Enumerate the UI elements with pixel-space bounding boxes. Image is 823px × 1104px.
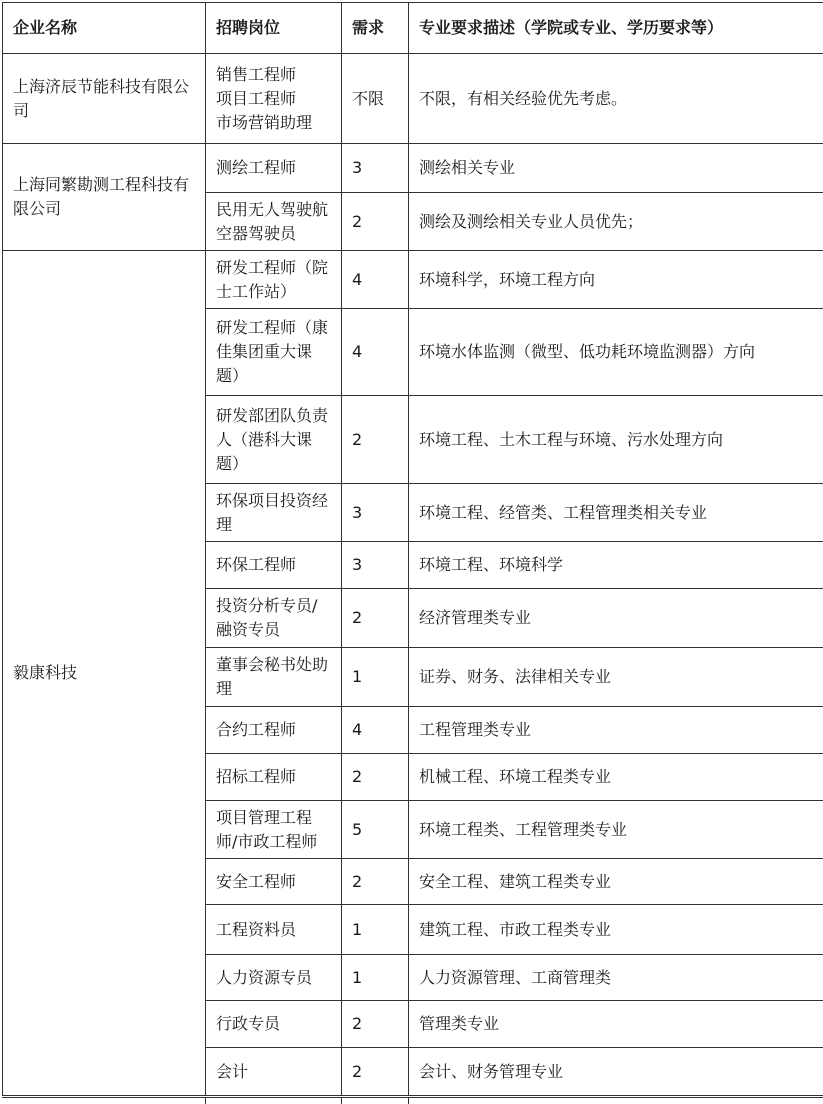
table-row: [3, 54, 823, 144]
demand-cell: 1: [342, 955, 409, 1001]
demand-cell: 4: [342, 251, 409, 309]
requirement-cell: 测绘及测绘相关专业人员优先；: [409, 193, 823, 251]
requirement-cell: 环境水体监测（微型、低功耗环境监测器）方向: [409, 309, 823, 396]
demand-cell: 2: [342, 859, 409, 905]
position-cell: 民用无人驾驶航空器驾驶员: [206, 193, 342, 251]
requirement-cell: 环境工程、环境科学: [409, 542, 823, 589]
position-cell: 会计: [206, 1048, 342, 1096]
demand-cell: 不限: [342, 54, 409, 144]
header-company: 企业名称: [3, 3, 206, 54]
position-cell: 研发部团队负责人（港科大课题）: [206, 396, 342, 484]
requirement-cell: 不限，有相关经验优先考虑。: [409, 54, 823, 144]
position-cell: 项目管理工程师/市政工程师: [206, 801, 342, 859]
demand-cell: 3: [342, 144, 409, 193]
table-row: [3, 144, 823, 193]
demand-cell: 3: [342, 542, 409, 589]
header-demand: 需求: [342, 3, 409, 54]
company-name-cell: 上海同繁勘测工程科技有限公司: [3, 144, 206, 251]
requirement-cell: 安全工程、建筑工程类专业: [409, 859, 823, 905]
position-cell: 研发工程师（康佳集团重大课题）: [206, 309, 342, 396]
requirement-cell: 人力资源管理、工商管理类: [409, 955, 823, 1001]
position-cell: 投资分析专员/融资专员: [206, 589, 342, 648]
position-cell: 环保项目投资经理: [206, 484, 342, 542]
demand-cell: 2: [342, 1048, 409, 1096]
position-cell: 安全工程师: [206, 859, 342, 905]
demand-cell: 2: [342, 1001, 409, 1048]
demand-cell: 5: [342, 801, 409, 859]
table-row: [3, 251, 823, 309]
position-cell: 合约工程师: [206, 707, 342, 754]
requirement-cell: 测绘相关专业: [409, 144, 823, 193]
position-cell: 环保工程师: [206, 542, 342, 589]
requirement-cell: 管理类专业: [409, 1001, 823, 1048]
recruitment-table: [2, 2, 823, 1096]
position-cell: 研发工程师（院士工作站）: [206, 251, 342, 309]
header-row: [3, 3, 823, 54]
requirement-cell: 环境工程、土木工程与环境、污水处理方向: [409, 396, 823, 484]
requirement-cell: 机械工程、环境工程类专业: [409, 754, 823, 801]
position-cell: 人力资源专员: [206, 955, 342, 1001]
demand-cell: 3: [342, 484, 409, 542]
position-cell: 工程资料员: [206, 905, 342, 955]
position-cell: 行政专员: [206, 1001, 342, 1048]
demand-cell: 1: [342, 648, 409, 707]
position-cell: 招标工程师: [206, 754, 342, 801]
demand-cell: 1: [342, 905, 409, 955]
position-cell: 董事会秘书处助理: [206, 648, 342, 707]
requirement-cell: 建筑工程、市政工程类专业: [409, 905, 823, 955]
demand-cell: 4: [342, 309, 409, 396]
demand-cell: 2: [342, 396, 409, 484]
requirement-cell: 证券、财务、法律相关专业: [409, 648, 823, 707]
requirement-cell: 工程管理类专业: [409, 707, 823, 754]
company-name-cell: 毅康科技: [3, 251, 206, 1096]
requirement-cell: 经济管理类专业: [409, 589, 823, 648]
demand-cell: 4: [342, 707, 409, 754]
requirement-cell: 会计、财务管理专业: [409, 1048, 823, 1096]
position-cell: 销售工程师 项目工程师 市场营销助理: [206, 54, 342, 144]
header-requirement: 专业要求描述（学院或专业、学历要求等）: [409, 3, 823, 54]
requirement-cell: 环境工程、经管类、工程管理类相关专业: [409, 484, 823, 542]
table-body: [3, 54, 823, 1096]
requirement-cell: 环境工程类、工程管理类专业: [409, 801, 823, 859]
demand-cell: 2: [342, 754, 409, 801]
requirement-cell: 环境科学，环境工程方向: [409, 251, 823, 309]
header-position: 招聘岗位: [206, 3, 342, 54]
demand-cell: 2: [342, 193, 409, 251]
position-cell: 测绘工程师: [206, 144, 342, 193]
company-name-cell: 上海济辰节能科技有限公司: [3, 54, 206, 144]
demand-cell: 2: [342, 589, 409, 648]
